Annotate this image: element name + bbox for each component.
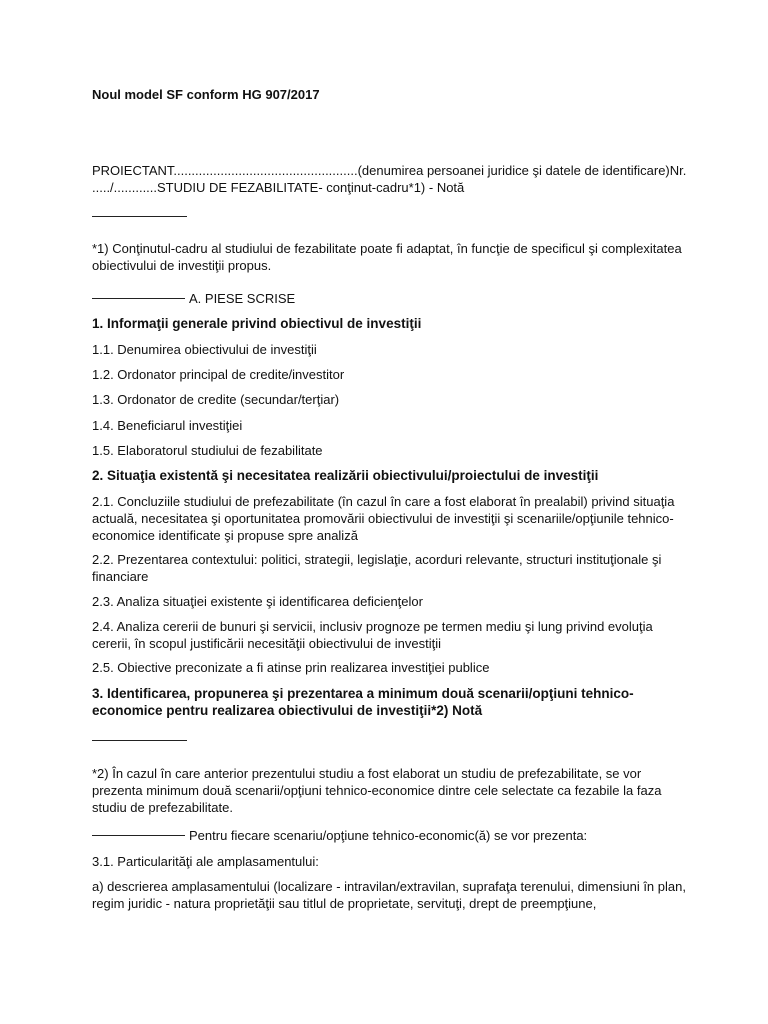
footnote-1: *1) Conţinutul-cadru al studiului de fezabilitate poate fi adaptat, în funcţie de specificul şi complexitatea obiectivului de investiţii propus. [92, 241, 682, 273]
list-item-1-1: 1.1. Denumirea obiectivului de investiţii [92, 342, 317, 357]
scenario-intro: Pentru fiecare scenariu/opţiune tehnico-economic(ă) se vor prezenta: [189, 828, 588, 843]
list-item-2-4: 2.4. Analiza cererii de bunuri şi servicii, inclusiv prognoze pe termen mediu şi lung privind evoluţia cererii, în scopul justificării necesităţii obiectivului de investiţii [92, 619, 653, 651]
footnote-2: *2) În cazul în care anterior prezentului studiu a fost elaborat un studiu de prefezabilitate, se vor prezenta minimum două scenarii/opţiuni tehnico-economice dintre cele selectate ca fezabile la faza studiu de prefezabilitate. [92, 766, 662, 815]
list-item-3-1-a: a) descrierea amplasamentului (localizare - intravilan/extravilan, suprafaţa terenului, dimensiuni în plan, regim juridic - natura proprietăţii sau titlul de proprietate, servituţi, drept de preempţiune, [92, 879, 686, 911]
list-item-1-5: 1.5. Elaboratorul studiului de fezabilitate [92, 443, 323, 458]
scenario-intro-line [92, 827, 692, 844]
footnote-separator-2 [92, 740, 187, 741]
list-item-1-4: 1.4. Beneficiarul investiţiei [92, 418, 243, 433]
heading-2: 2. Situaţia existentă şi necesitatea realizării obiectivului/proiectului de investiţii [92, 468, 599, 483]
list-item-1-3: 1.3. Ordonator de credite (secundar/terţiar) [92, 392, 340, 407]
section-a-line [92, 290, 692, 307]
list-item-2-1: 2.1. Concluziile studiului de prefezabilitate (în cazul în care a fost elaborat în prealabil) privind situaţia actuală, necesitatea şi oportunitatea promovării obiectivului de investiţii şi scenariile/opţiunile tehnico-economice identificate şi propuse spre analiză [92, 494, 675, 543]
list-item-1-2: 1.2. Ordonator principal de credite/investitor [92, 367, 345, 382]
list-item-2-2: 2.2. Prezentarea contextului: politici, strategii, legislaţie, acorduri relevante, structuri instituţionale şi financiare [92, 552, 662, 584]
list-item-2-5: 2.5. Obiective preconizate a fi atinse prin realizarea investiţiei publice [92, 660, 490, 675]
document-title: Noul model SF conform HG 907/2017 [92, 87, 320, 102]
list-item-2-3: 2.3. Analiza situaţiei existente şi identificarea deficienţelor [92, 594, 423, 609]
heading-3: 3. Identificarea, propunerea şi prezentarea a minimum două scenarii/opţiuni tehnico-economice pentru realizarea obiectivului de investiţii*2) Notă [92, 686, 634, 718]
intro-paragraph: PROIECTANT...................................................(denumirea persoanei juridice şi datele de identificare)Nr. ...../............STUDIU DE FEZABILITATE- conţinut-cadru*1) - Notă [92, 163, 687, 195]
section-a-heading: A. PIESE SCRISE [189, 291, 296, 306]
list-item-3-1: 3.1. Particularităţi ale amplasamentului: [92, 854, 319, 869]
section-separator-rule [92, 298, 185, 299]
scenario-separator-rule [92, 835, 185, 836]
heading-1: 1. Informaţii generale privind obiectivul de investiţii [92, 316, 422, 331]
footnote-separator-1 [92, 216, 187, 217]
